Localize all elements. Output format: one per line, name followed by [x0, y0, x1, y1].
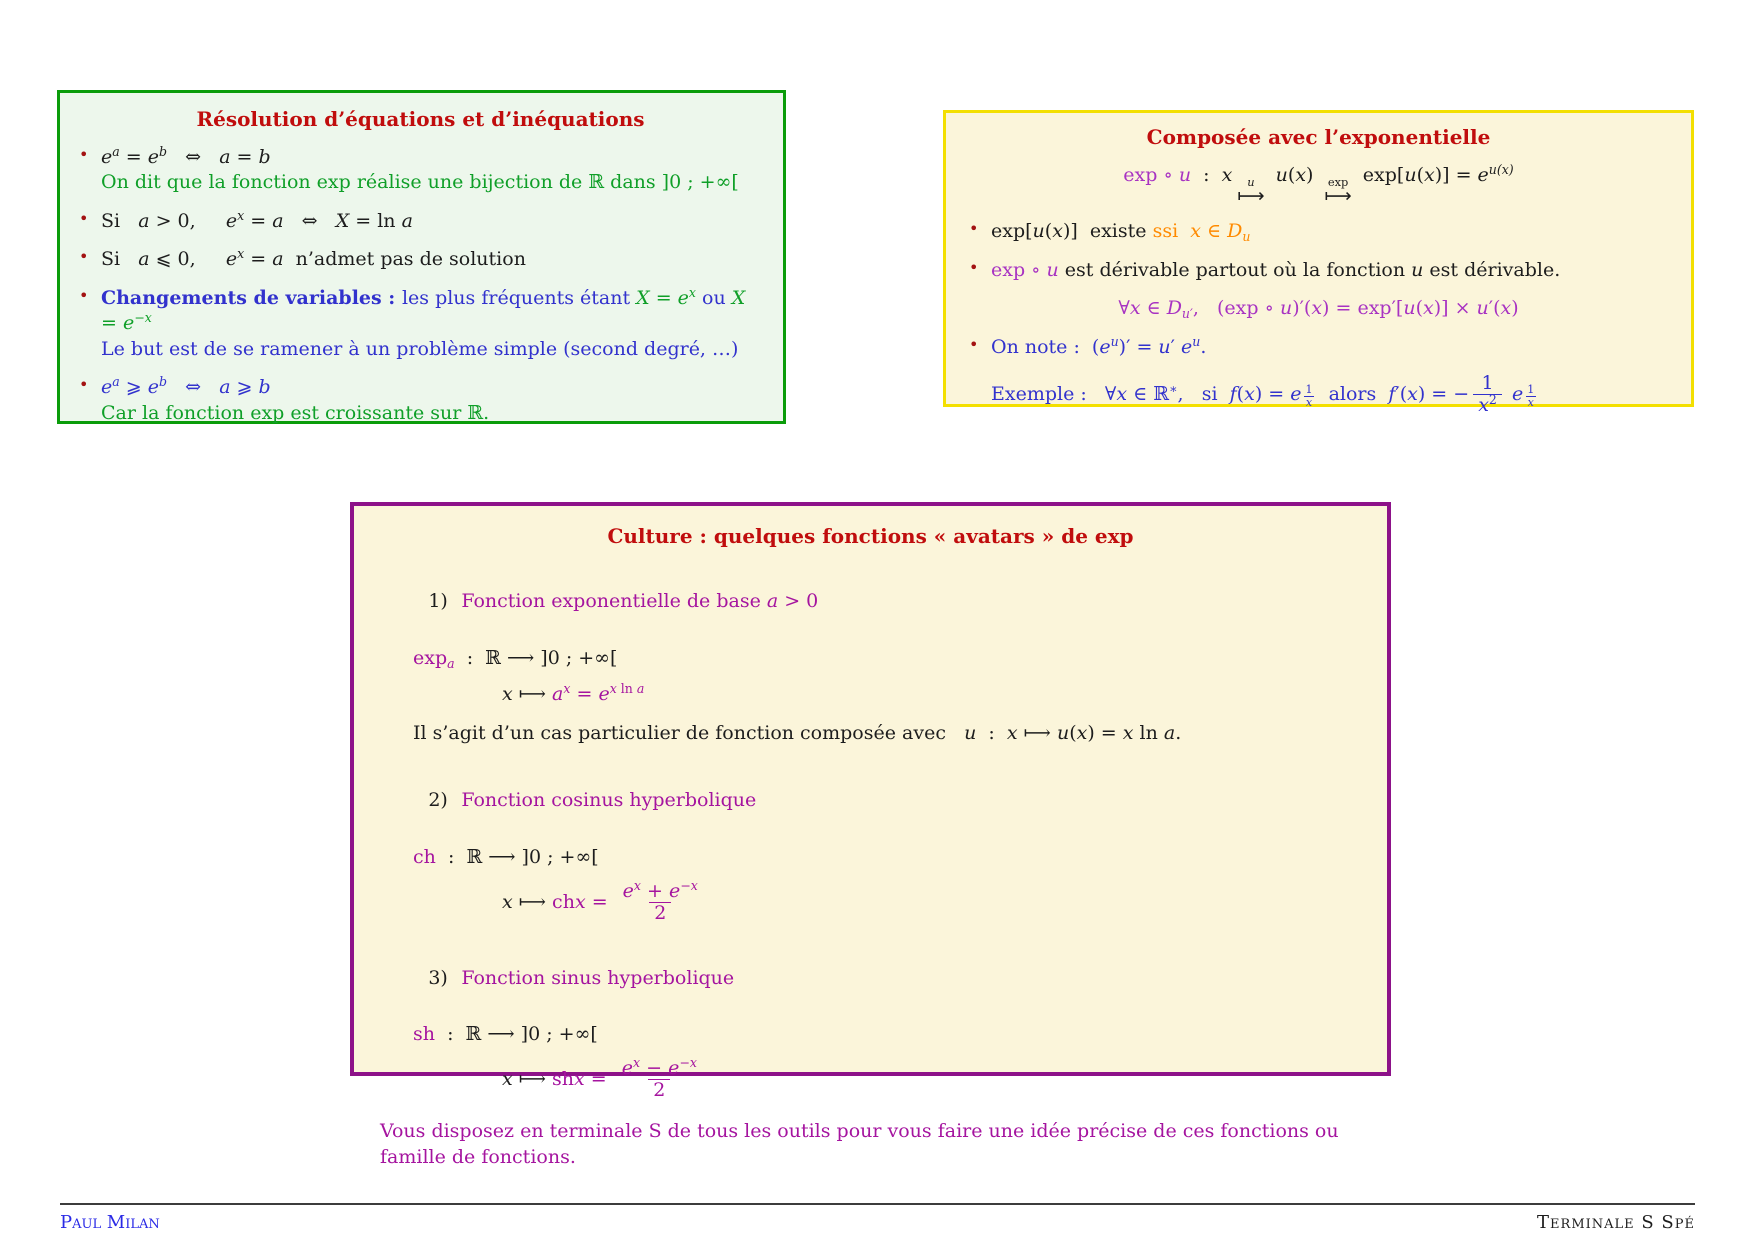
text-run: x: [1221, 164, 1233, 186]
text-run: ) = exp′[: [1322, 297, 1404, 320]
text-run: ⩽ 0,: [149, 248, 226, 271]
text-run: e: [147, 146, 159, 168]
math-line: [101, 375, 767, 400]
text-run: ∈: [1200, 220, 1228, 243]
footer-rule: [60, 1203, 1695, 1205]
text-run: x: [237, 246, 245, 262]
fraction: [618, 877, 703, 925]
text-run: Changements de variables :: [101, 286, 402, 309]
text-line: [991, 258, 1673, 283]
text-run: ) = −: [1417, 382, 1470, 405]
item-number: 1): [428, 590, 448, 613]
text-run: .: [1175, 722, 1182, 745]
text-run: : ℝ ⟶ ]0 ; +∞[: [435, 1023, 598, 1046]
fraction: [617, 1054, 702, 1102]
text-run: , si: [1177, 382, 1230, 405]
text-run: e: [677, 286, 689, 309]
text-run: [1178, 220, 1190, 242]
text-run: e: [225, 209, 238, 232]
text-line: [101, 286, 767, 337]
item-heading-text: [461, 789, 756, 811]
text-run: u: [1411, 258, 1424, 281]
text-run: a: [138, 209, 150, 232]
text-run: x: [1407, 382, 1418, 405]
text-run: D: [1166, 297, 1182, 320]
text-run: ∀: [1104, 382, 1117, 405]
text-run: ∗: [1169, 380, 1178, 396]
item-heading-text: [461, 590, 818, 612]
text-run: ): [1511, 297, 1519, 320]
text-run: f: [1388, 382, 1396, 405]
text-run: x: [1422, 297, 1434, 320]
text-run: est dérivable.: [1423, 258, 1561, 281]
text-run: 1: [1305, 383, 1313, 397]
text-run: :: [1191, 164, 1222, 186]
text-run: Fonction sinus hyperbolique: [461, 966, 735, 989]
text-run: = ln: [349, 209, 402, 232]
math-line: [413, 845, 1361, 870]
text-run: e: [101, 146, 113, 168]
text-run: exp[: [991, 220, 1033, 243]
text-run: ⟼: [512, 682, 553, 705]
text-run: exp[: [1356, 164, 1405, 186]
text-run: 2: [654, 901, 667, 924]
text-run: x: [633, 1054, 641, 1070]
text-run: u: [1178, 164, 1192, 186]
text-run: =: [584, 1067, 613, 1090]
text-run: e: [122, 312, 135, 335]
text-run: =: [101, 286, 752, 335]
text-line: [101, 170, 767, 195]
text-run: :: [976, 722, 1007, 745]
bullet-item: [74, 375, 767, 426]
text-run: u(x): [1488, 162, 1514, 178]
text-run: b: [158, 374, 168, 390]
text-run: Fonction exponentielle de base: [461, 590, 767, 613]
text-run: Si: [101, 209, 139, 232]
text-run: Il s’agit d’un cas particulier de fonction composée avec: [413, 722, 965, 745]
text-run: a: [112, 144, 120, 160]
text-run: x: [502, 1067, 513, 1090]
math-line: [991, 219, 1673, 244]
text-run: −: [640, 1056, 669, 1079]
text-run: ): [1306, 164, 1320, 186]
text-run: u: [1279, 297, 1293, 320]
text-run: −x: [134, 310, 152, 326]
example-line: [991, 373, 1673, 417]
text-run: .: [1200, 335, 1207, 358]
text-run: Car la fonction exp est croissante sur ℝ.: [101, 401, 490, 424]
text-run: a: [112, 374, 120, 390]
text-run: x: [1076, 722, 1088, 745]
text-run: ∈ ℝ: [1127, 382, 1170, 405]
fraction: [1303, 384, 1314, 408]
bullet-item: [964, 335, 1673, 360]
text-run: a: [1163, 722, 1176, 745]
text-run: x: [563, 680, 571, 696]
text-run: ⇔: [167, 376, 220, 399]
math-formula: [502, 682, 1361, 707]
text-run: )′ =: [1118, 335, 1159, 358]
text-run: ⟼: [1017, 722, 1057, 745]
text-run: a: [272, 209, 284, 232]
text-run: e: [147, 376, 159, 399]
text-run: D: [1227, 220, 1243, 243]
text-run: )] ×: [1433, 297, 1477, 320]
math-formula: [502, 1054, 1361, 1102]
mapsto-arrow: u ⟼: [1237, 174, 1265, 208]
text-run: =: [570, 682, 599, 705]
text-run: ch: [552, 890, 575, 913]
text-run: b: [158, 144, 168, 160]
text-run: ⇔: [167, 146, 220, 168]
text-run: e: [598, 682, 610, 705]
composition-panel-title: Composée avec l’exponentielle: [1146, 125, 1491, 149]
text-run: x: [1122, 722, 1134, 745]
text-run: u: [1476, 297, 1489, 320]
text-run: u: [1242, 228, 1251, 244]
text-run: x: [1052, 220, 1063, 243]
text-run: est dérivable partout où la fonction: [1058, 258, 1412, 281]
closing-paragraph: [380, 1119, 1361, 1170]
text-run: )′(: [1292, 297, 1312, 320]
text-run: e: [668, 879, 681, 902]
text-run: a: [552, 682, 564, 705]
item-heading-text: [461, 967, 734, 989]
bullet-item: [964, 219, 1673, 244]
text-run: u: [1158, 335, 1171, 358]
text-run: x: [1305, 395, 1313, 409]
text-run: b: [258, 376, 271, 399]
bullet-item: [964, 258, 1673, 283]
text-run: On dit que la fonction exp réalise une bijection de ℝ dans ]0 ; +∞[: [101, 171, 739, 194]
text-run: x: [1527, 395, 1534, 409]
text-run: ⟼: [512, 1067, 553, 1090]
text-run: x: [1295, 164, 1307, 186]
text-run: e: [1290, 382, 1302, 405]
fraction: [1525, 384, 1536, 408]
math-line: [413, 646, 1361, 671]
text-run: sh: [552, 1067, 575, 1090]
math-formula: [502, 877, 1361, 925]
text-run: > 0: [778, 590, 819, 613]
text-run: 2: [653, 1079, 666, 1102]
text-run: x: [609, 680, 617, 696]
text-run: e: [1477, 164, 1489, 186]
text-line: [101, 401, 767, 426]
text-run: x: [1006, 722, 1018, 745]
fraction: [1473, 373, 1502, 417]
text-run: ′: [1170, 335, 1182, 358]
item-heading: [380, 763, 1361, 839]
text-run: a: [636, 680, 645, 696]
numbered-item: [380, 940, 1361, 1101]
text-run: x: [1129, 297, 1141, 320]
text-run: sh: [413, 1023, 435, 1046]
text-run: u: [1275, 164, 1288, 186]
text-run: exp ∘: [991, 258, 1047, 281]
text-run: X: [731, 286, 746, 309]
text-run: ′(: [1395, 382, 1408, 405]
math-line: [991, 335, 1673, 360]
text-run: x: [1311, 297, 1323, 320]
composition-panel: [943, 110, 1694, 417]
text-run: , (exp ∘: [1192, 297, 1280, 320]
text-run: ch: [413, 846, 436, 869]
equations-panel: [57, 90, 786, 424]
text-run: a: [447, 656, 455, 672]
culture-panel: [350, 502, 1391, 1168]
text-run: > 0,: [149, 209, 226, 232]
text-run: (: [1044, 220, 1053, 243]
text-run: )] =: [1434, 164, 1478, 186]
text-run: =: [649, 286, 678, 309]
text-run: =: [230, 146, 259, 168]
text-run: ln: [616, 680, 637, 696]
text-run: alors: [1316, 382, 1389, 405]
text-run: ⇔: [283, 209, 336, 232]
text-run: (: [1069, 722, 1077, 745]
text-run: u: [1110, 333, 1119, 349]
text-run: x: [1190, 220, 1201, 243]
text-run: f: [1229, 382, 1237, 405]
text-run: X: [335, 209, 350, 232]
text-run: : ℝ ⟶ ]0 ; +∞[: [435, 846, 599, 869]
text-run: e: [622, 879, 634, 902]
text-run: u: [1404, 164, 1417, 186]
text-run: Vous disposez en terminale S de tous les outils pour vous faire une idée précise de ces fonctions ou famille de fonctions.: [380, 1120, 1345, 1168]
text-run: e: [1181, 335, 1193, 358]
text-run: ′(: [1488, 297, 1501, 320]
text-run: =: [244, 209, 273, 232]
text-run: b: [258, 146, 271, 168]
text-run: e: [668, 1056, 680, 1079]
text-run: 1: [1527, 383, 1535, 397]
numbered-item: [380, 564, 1361, 747]
bullet-item: [74, 209, 767, 234]
text-run: x: [1500, 297, 1512, 320]
text-run: u: [1192, 333, 1201, 349]
text-run: 1: [1481, 371, 1494, 394]
text-run: exp: [413, 647, 448, 670]
math-line: [101, 209, 767, 234]
text-run: x: [1116, 382, 1128, 405]
text-run: ⩾: [230, 376, 259, 399]
text-run: a: [219, 376, 231, 399]
item-number: 2): [428, 789, 448, 812]
text-run: ⟼: [512, 890, 553, 913]
text-run: Fonction cosinus hyperbolique: [461, 789, 757, 812]
text-run: ⩾: [119, 376, 148, 399]
text-run: a: [401, 209, 413, 232]
text-run: =: [585, 890, 614, 913]
text-run: e: [621, 1056, 634, 1079]
text-run: a: [219, 146, 231, 168]
math-line: [101, 145, 767, 170]
mapsto-arrow: exp ⟼: [1324, 174, 1352, 208]
text-run: exp ∘: [1123, 164, 1179, 186]
text-run: +: [640, 879, 669, 902]
text-run: ∀: [1118, 297, 1130, 320]
text-run: ssi: [1152, 220, 1179, 243]
text-run: x: [688, 284, 696, 300]
text-run: x: [237, 208, 245, 224]
text-run: )] existe: [1062, 220, 1153, 243]
text-run: u: [1403, 297, 1416, 320]
text-line: [413, 721, 1361, 746]
footer-course: Terminale S Spé: [1537, 1212, 1695, 1233]
equations-panel-title: Résolution d’équations et d’inéquations: [196, 107, 645, 131]
text-run: ) =: [1087, 722, 1123, 745]
text-run: a: [272, 248, 284, 271]
text-run: n’admet pas de solution: [283, 248, 526, 271]
text-run: =: [244, 248, 273, 271]
numbered-item: [380, 763, 1361, 924]
text-run: 2: [1488, 392, 1497, 408]
text-run: −x: [679, 1054, 697, 1070]
text-run: e: [1099, 335, 1111, 358]
text-run: (: [1236, 382, 1245, 405]
text-run: On note : (: [991, 335, 1100, 358]
text-run: x: [1478, 394, 1489, 417]
text-run: e: [225, 248, 238, 271]
math-line: [964, 296, 1673, 321]
text-run: a: [138, 248, 150, 271]
text-run: : ℝ ⟶ ]0 ; +∞[: [454, 647, 618, 670]
text-run: u: [1032, 220, 1045, 243]
text-run: a: [766, 590, 779, 613]
text-run: =: [119, 146, 148, 168]
text-run: x: [574, 1067, 585, 1090]
text-run: ln: [1133, 722, 1164, 745]
text-run: −x: [680, 877, 698, 893]
text-run: x: [502, 890, 513, 913]
item-number: 3): [428, 966, 448, 989]
text-run: x: [1423, 164, 1435, 186]
text-run: (: [1287, 164, 1296, 186]
text-run: u: [964, 722, 977, 745]
text-run: les plus fréquents étant: [401, 286, 637, 309]
text-run: x: [502, 682, 513, 705]
item-heading: [380, 940, 1361, 1016]
item-heading: [380, 564, 1361, 640]
footer-author: Paul Milan: [60, 1212, 160, 1233]
text-run: x: [633, 877, 641, 893]
text-run: ou: [695, 286, 732, 309]
text-run: Si: [101, 248, 139, 271]
text-run: u′: [1181, 305, 1193, 321]
text-run: e: [1511, 382, 1524, 405]
text-run: Le but est de se ramener à un problème simple (second degré, …): [101, 337, 739, 360]
bullet-item: [74, 247, 767, 272]
text-run: X: [636, 286, 650, 309]
bullet-item: [74, 286, 767, 362]
text-run: u: [1056, 722, 1070, 745]
text-run: (: [1415, 297, 1423, 320]
text-run: ) =: [1254, 382, 1291, 405]
text-run: ∈: [1140, 297, 1167, 320]
bullet-item: [74, 145, 767, 196]
math-line: [964, 163, 1673, 206]
math-line: [101, 247, 767, 272]
text-line: [101, 337, 767, 362]
text-run: x: [574, 890, 586, 913]
text-run: x: [1244, 382, 1255, 405]
culture-panel-title: Culture : quelques fonctions « avatars » de exp: [607, 524, 1134, 548]
text-run: Exemple :: [991, 382, 1105, 405]
text-run: (: [1416, 164, 1424, 186]
text-run: u: [1046, 258, 1059, 281]
math-line: [413, 1022, 1361, 1047]
text-run: e: [101, 376, 113, 399]
